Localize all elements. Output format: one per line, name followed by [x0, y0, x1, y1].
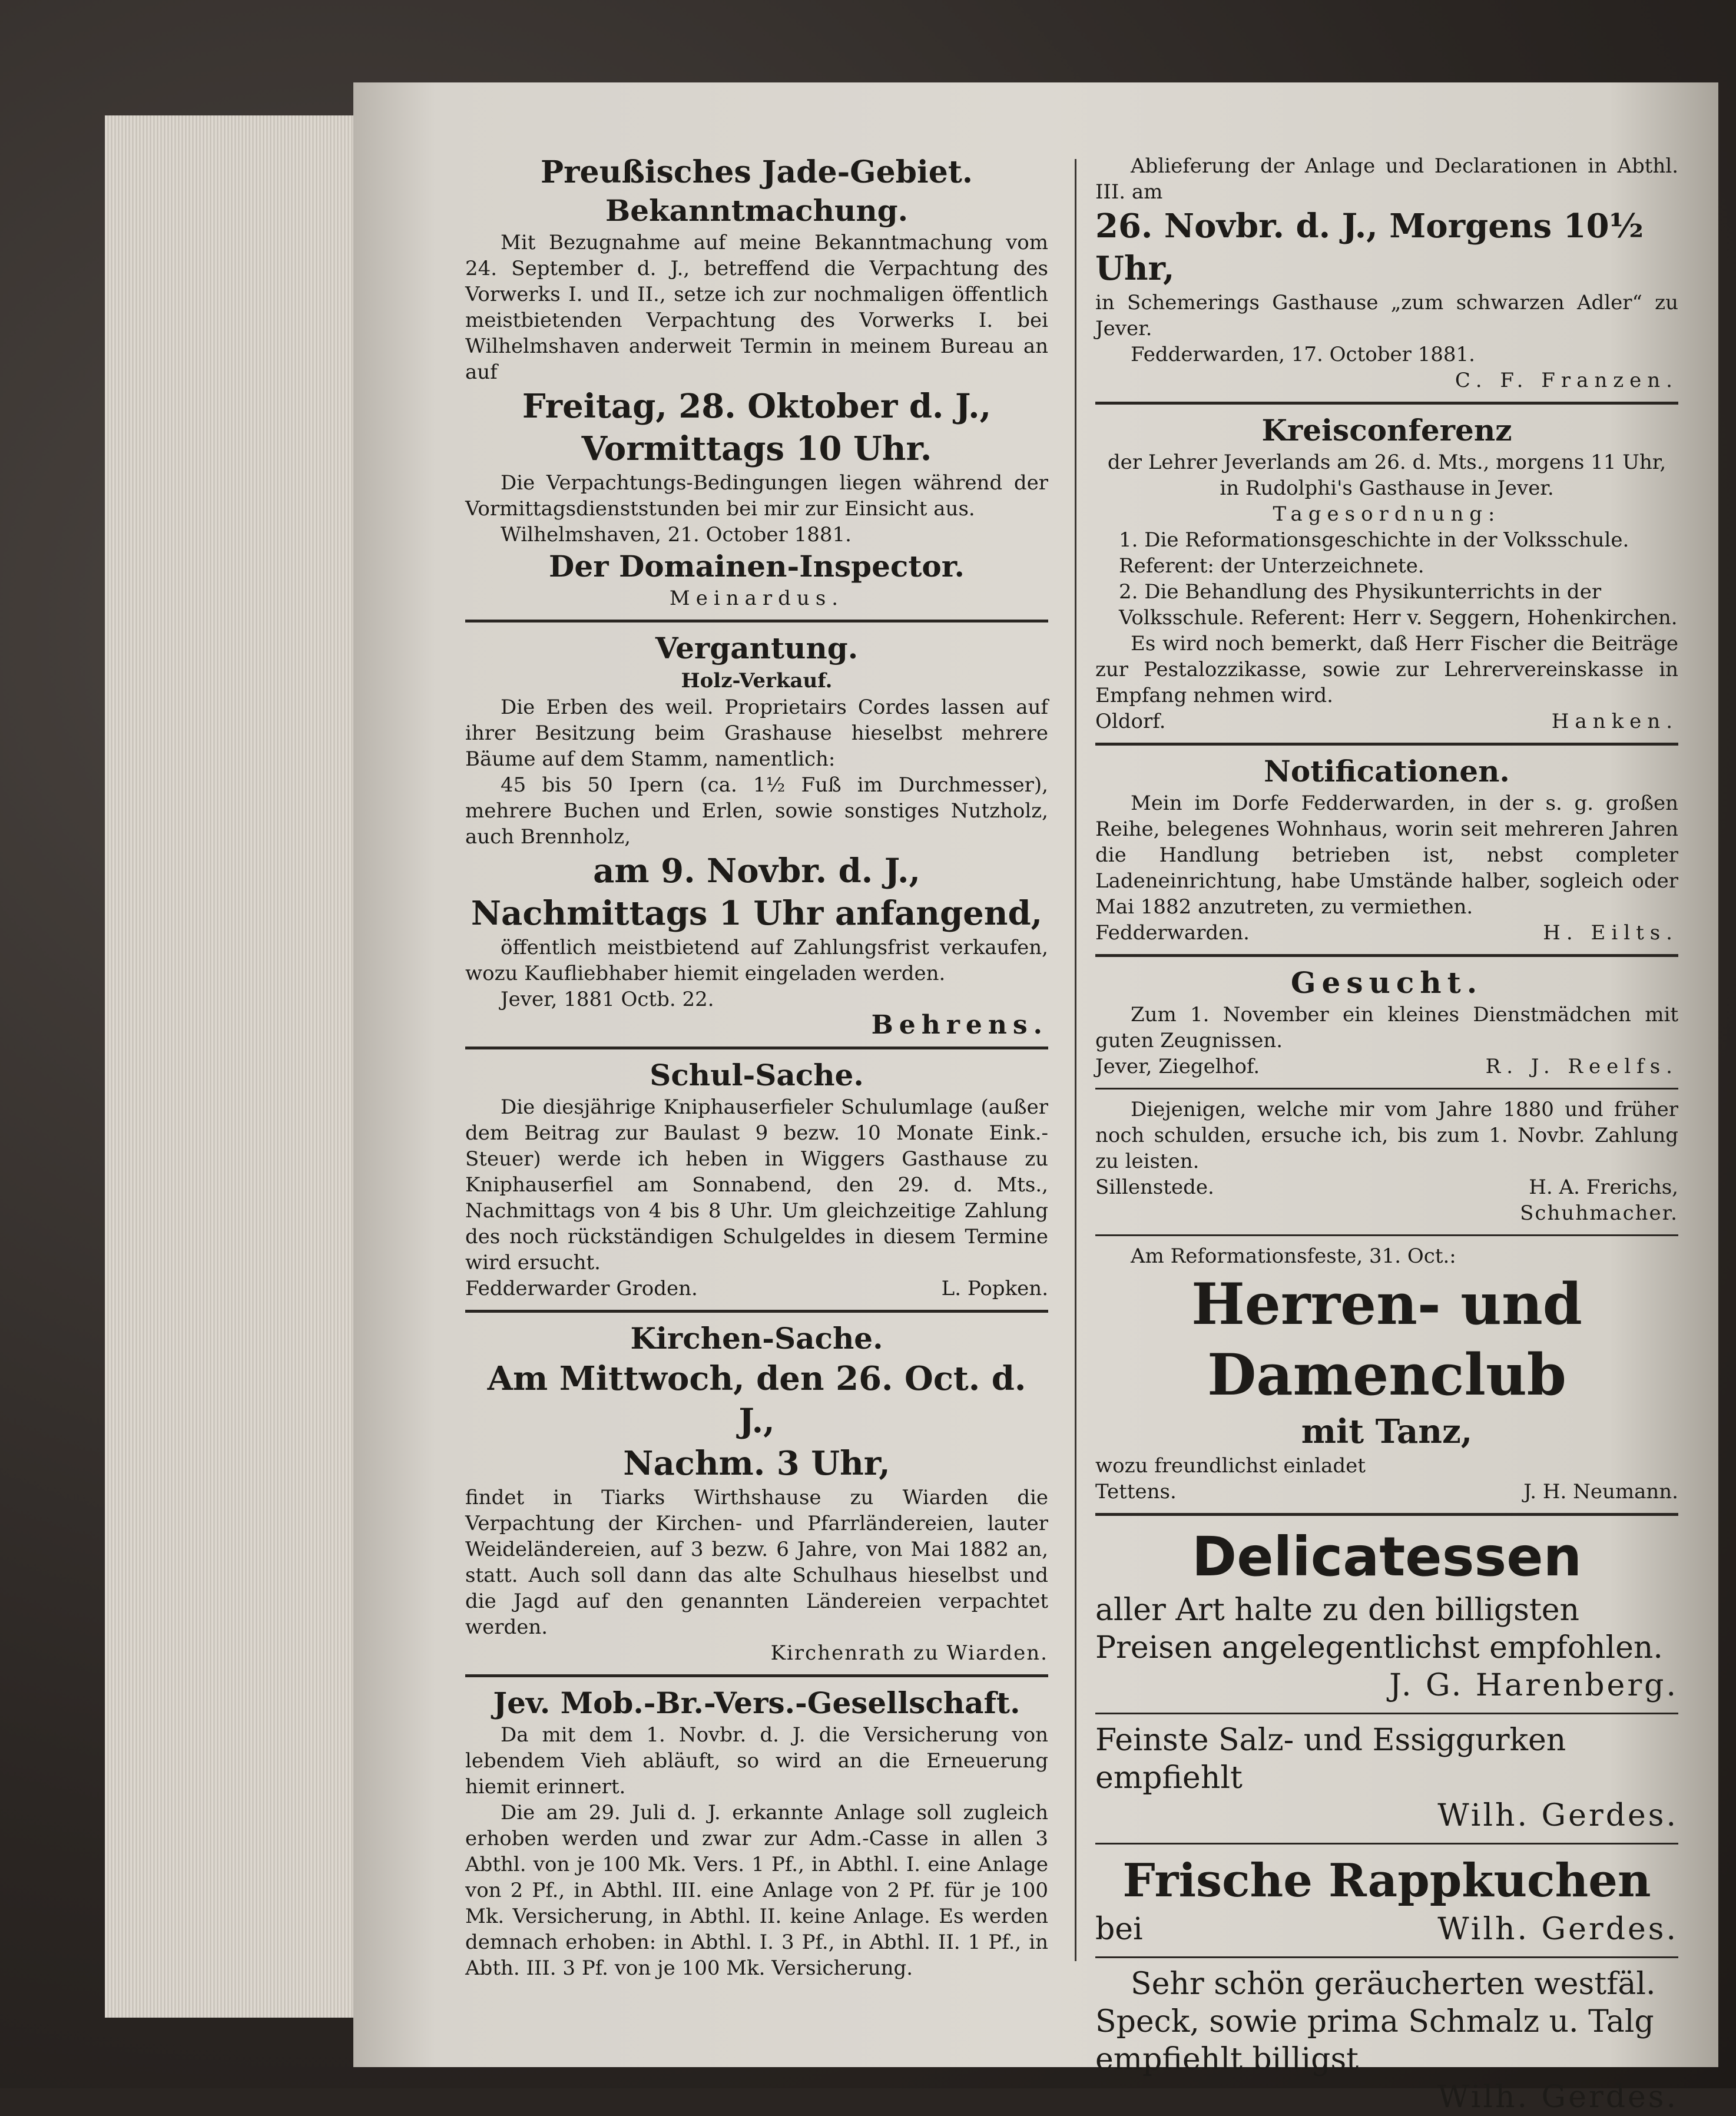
divider — [1095, 743, 1678, 746]
notice-date: Am Mittwoch, den 26. Oct. d. J., — [487, 1359, 1026, 1441]
notice-signature-row — [1095, 1174, 1678, 1200]
notice-text: Die diesjährige Kniphauserfieler Schulumlage (außer dem Beitrag zur Baulast 9 bezw. 10 Monate Eink.-Steuer) werde ich heben in Wiggers Gasthause zu Kniphauserfiel am Sonnabend, den 29. d. Mts., Nachmittags von 4 bis 8 Uhr. Um gleichzeitige Zahlung des noch rückständigen Schulgeldes in diesem Termine wird ersucht. — [465, 1095, 1048, 1274]
gurken-ad — [1095, 1721, 1678, 1834]
notice-signature-row — [1095, 708, 1678, 734]
notice-time: Nachmittags 1 Uhr anfangend, — [471, 894, 1043, 933]
notice-time: Nachm. 3 Uhr, — [623, 1444, 890, 1483]
notice-place: Fedderwarden. — [1095, 921, 1250, 945]
notice-text: in Schemerings Gasthause „zum schwarzen Adler“ zu Jever. — [1095, 291, 1678, 340]
divider — [1095, 1234, 1678, 1236]
divider — [465, 1310, 1048, 1313]
notice-conditions: Die Verpachtungs-Bedingungen liegen während der Vormittagsdienststunden bei mir zur Einsicht aus. — [465, 471, 1048, 521]
notice-signature: Hanken. — [1551, 710, 1678, 733]
divider — [1095, 1713, 1678, 1714]
column-divider — [1075, 159, 1076, 1961]
notice-signature: Kirchenrath zu Wiarden. — [770, 1641, 1048, 1665]
club-ad — [1095, 1243, 1678, 1505]
notice-signature: C. F. Franzen. — [1455, 369, 1678, 392]
ad-title: Frische Rappkuchen — [1122, 1854, 1651, 1908]
speck-ad — [1095, 1965, 1678, 2116]
divider — [1095, 1088, 1678, 1090]
notice-title: Jev. Mob.-Br.-Vers.-Gesellschaft. — [493, 1685, 1021, 1720]
gesucht-notice — [1095, 964, 1678, 1079]
ad-text: wozu freundlichst einladet — [1095, 1454, 1366, 1478]
notice-office: Der Domainen-Inspector. — [549, 549, 965, 584]
jade-notice — [465, 153, 1048, 611]
notice-subtitle: Holz-Verkauf. — [681, 669, 833, 693]
schulden-notice — [1095, 1097, 1678, 1226]
notice-text: Da mit dem 1. Novbr. d. J. die Versicherung von lebendem Vieh abläuft, so wird an die Erneuerung hiemit erinnert. — [465, 1723, 1048, 1799]
notice-title: Kreisconferenz — [1261, 413, 1512, 448]
rappkuchen-ad — [1095, 1852, 1678, 1948]
notice-title: Vergantung. — [655, 631, 859, 665]
notice-signature-row — [1095, 1054, 1678, 1079]
notice-place: Sillenstede. — [1095, 1175, 1214, 1199]
left-column — [465, 153, 1048, 1981]
ad-signature: J. H. Neumann. — [1523, 1480, 1678, 1504]
notice-title: Kirchen-Sache. — [630, 1321, 883, 1356]
ad-title: Herren- und Damenclub — [1191, 1271, 1582, 1408]
notice-signature: H. A. Frerichs, — [1529, 1175, 1678, 1199]
divider — [1095, 1956, 1678, 1958]
notice-signature: Behrens. — [871, 1010, 1048, 1040]
divider — [1095, 954, 1678, 957]
notice-role: Schuhmacher. — [1520, 1201, 1678, 1225]
kreis-notice — [1095, 412, 1678, 734]
notice-text: 45 bis 50 Ipern (ca. 1½ Fuß im Durchmesser), mehrere Buchen und Erlen, sowie sonstiges Nutzholz, auch Brennholz, — [465, 773, 1048, 849]
divider — [465, 620, 1048, 622]
notice-place: Jever, Ziegelhof. — [1095, 1055, 1260, 1078]
ad-lead: bei — [1095, 1912, 1143, 1947]
notice-signature: L. Popken. — [941, 1277, 1048, 1300]
ad-signature-row — [1095, 1910, 1678, 1948]
notice-place-date: Fedderwarden, 17. October 1881. — [1131, 343, 1475, 366]
ad-place: Tettens. — [1095, 1480, 1177, 1504]
agenda-item: 1. Die Reformationsgeschichte in der Volksschule. Referent: der Unterzeichnete. — [1119, 528, 1629, 578]
ad-title: Delicatessen — [1191, 1525, 1582, 1588]
notice-title: Gesucht. — [1290, 965, 1483, 1000]
notice-place: Fedderwarder Groden. — [465, 1277, 698, 1300]
ad-signature-row — [1095, 1479, 1678, 1505]
notice-title: Notificationen. — [1264, 754, 1510, 789]
ad-subtitle: mit Tanz, — [1301, 1412, 1473, 1451]
notice-text: Ablieferung der Anlage und Declarationen in Abthl. III. am — [1095, 154, 1678, 204]
notice-agenda-label: Tagesordnung: — [1273, 502, 1501, 526]
notice-place-date: Wilhelmshaven, 21. October 1881. — [501, 523, 852, 547]
notice-title: Schul-Sache. — [650, 1058, 864, 1092]
notice-subtitle: Bekanntmachung. — [605, 193, 909, 228]
divider — [465, 1047, 1048, 1049]
vergantung-notice — [465, 630, 1048, 1038]
notice-place-date: Jever, 1881 Octb. 22. — [501, 988, 714, 1011]
notice-signature-row — [1095, 920, 1678, 946]
divider — [465, 1674, 1048, 1677]
agenda-item: 2. Die Behandlung des Physikunterrichts in der Volksschule. Referent: Herr v. Seggern, Hohenkirchen. — [1119, 580, 1678, 630]
notice-text: findet in Tiarks Wirthshause zu Wiarden die Verpachtung der Kirchen- und Pfarrländereien, lauter Weideländereien, auf 3 bezw. 6 Jahre, von Mai 1882 an, statt. Auch soll dann das alte Schulhaus hieselbst und die Jagd auf den genannten Ländereien verpachtet werden. — [465, 1486, 1048, 1639]
notice-place: Oldorf. — [1095, 710, 1166, 733]
notice-signature: R. J. Reelfs. — [1485, 1055, 1678, 1078]
notice-text: Mein im Dorfe Fedderwarden, in der s. g. großen Reihe, belegenes Wohnhaus, worin seit mehreren Jahren die Handlung betrieben ist, nebst completer Ladeneinrichtung, habe Umstände halber, sogleich oder Mai 1882 anzutreten, zu vermiethen. — [1095, 792, 1678, 919]
ad-text: Feinste Salz- und Essiggurken empfiehlt — [1095, 1723, 1566, 1796]
notice-text: der Lehrer Jeverlands am 26. d. Mts., morgens 11 Uhr, in Rudolphi's Gasthause in Jever. — [1107, 451, 1667, 500]
ad-signature: Wilh. Gerdes. — [1437, 1798, 1678, 1833]
schul-notice — [465, 1057, 1048, 1302]
ad-lead: Am Reformationsfeste, 31. Oct.: — [1131, 1244, 1456, 1268]
ad-signature: J. G. Harenberg. — [1389, 1668, 1678, 1703]
ad-text: aller Art halte zu den billigsten Preisen angelegentlichst empfohlen. — [1095, 1592, 1663, 1665]
notice-text: Es wird noch bemerkt, daß Herr Fischer die Beiträge zur Pestalozzikasse, sowie zur Lehrervereinskasse in Empfang nehmen wird. — [1095, 632, 1678, 707]
notice-text: Mit Bezugnahme auf meine Bekanntmachung vom 24. September d. J., betreffend die Verpachtung des Vorwerks I. und II., setze ich zur nochmaligen öffentlich meistbietenden Verpachtung des Vorwerks I. bei Wilhelmshaven anderweit Termin in meinem Bureau an auf — [465, 231, 1048, 384]
ablieferung-notice — [1095, 153, 1678, 393]
notice-title: Preußisches Jade-Gebiet. — [541, 154, 973, 190]
ad-signature: Wilh. Gerdes. — [1437, 2079, 1678, 2115]
notice-text: Die Erben des weil. Proprietairs Cordes lassen auf ihrer Besitzung beim Grashause hieselbst mehrere Bäume auf dem Stamm, namentlich: — [465, 696, 1048, 771]
divider — [1095, 1843, 1678, 1845]
notif-notice — [1095, 753, 1678, 946]
divider — [1095, 402, 1678, 405]
divider — [1095, 1513, 1678, 1516]
notice-date: 26. Novbr. d. J., Morgens 10½ Uhr, — [1095, 207, 1644, 288]
notice-signature-row — [465, 1276, 1048, 1302]
notice-time: Vormittags 10 Uhr. — [581, 429, 932, 468]
notice-date: Freitag, 28. Oktober d. J., — [522, 387, 992, 426]
deli-ad — [1095, 1523, 1678, 1704]
notice-text: öffentlich meistbietend auf Zahlungsfrist verkaufen, wozu Kaufliebhaber hiemit eingeladen werden. — [465, 936, 1048, 985]
notice-signature: Meinardus. — [669, 587, 844, 610]
jev-notice — [465, 1684, 1048, 1981]
ad-signature: Wilh. Gerdes. — [1437, 1912, 1678, 1947]
notice-signature: H. Eilts. — [1543, 921, 1678, 945]
ad-text: Sehr schön geräucherten westfäl. Speck, sowie prima Schmalz u. Talg empfiehlt billigst — [1095, 1966, 1656, 2077]
kirchen-notice — [465, 1320, 1048, 1666]
notice-text: Die am 29. Juli d. J. erkannte Anlage soll zugleich erhoben werden und zwar zur Adm.-Casse in allen 3 Abthl. von je 100 Mk. Vers. 1 Pf., in Abthl. I. eine Anlage von 2 Pf., in Abthl. III. eine Anlage von 2 Pf. für je 100 Mk. Versicherung, in Abthl. II. keine Anlage. Es werden demnach erhoben: in Abthl. I. 3 Pf., in Abthl. II. 1 Pf., in Abth. III. 3 Pf. von je 100 Mk. Versicherung. — [465, 1801, 1048, 1980]
right-column — [1095, 153, 1678, 2116]
notice-date: am 9. Novbr. d. J., — [593, 852, 920, 890]
notice-text: Zum 1. November ein kleines Dienstmädchen mit guten Zeugnissen. — [1095, 1003, 1678, 1052]
notice-text: Diejenigen, welche mir vom Jahre 1880 und früher noch schulden, ersuche ich, bis zum 1. Novbr. Zahlung zu leisten. — [1095, 1098, 1678, 1173]
